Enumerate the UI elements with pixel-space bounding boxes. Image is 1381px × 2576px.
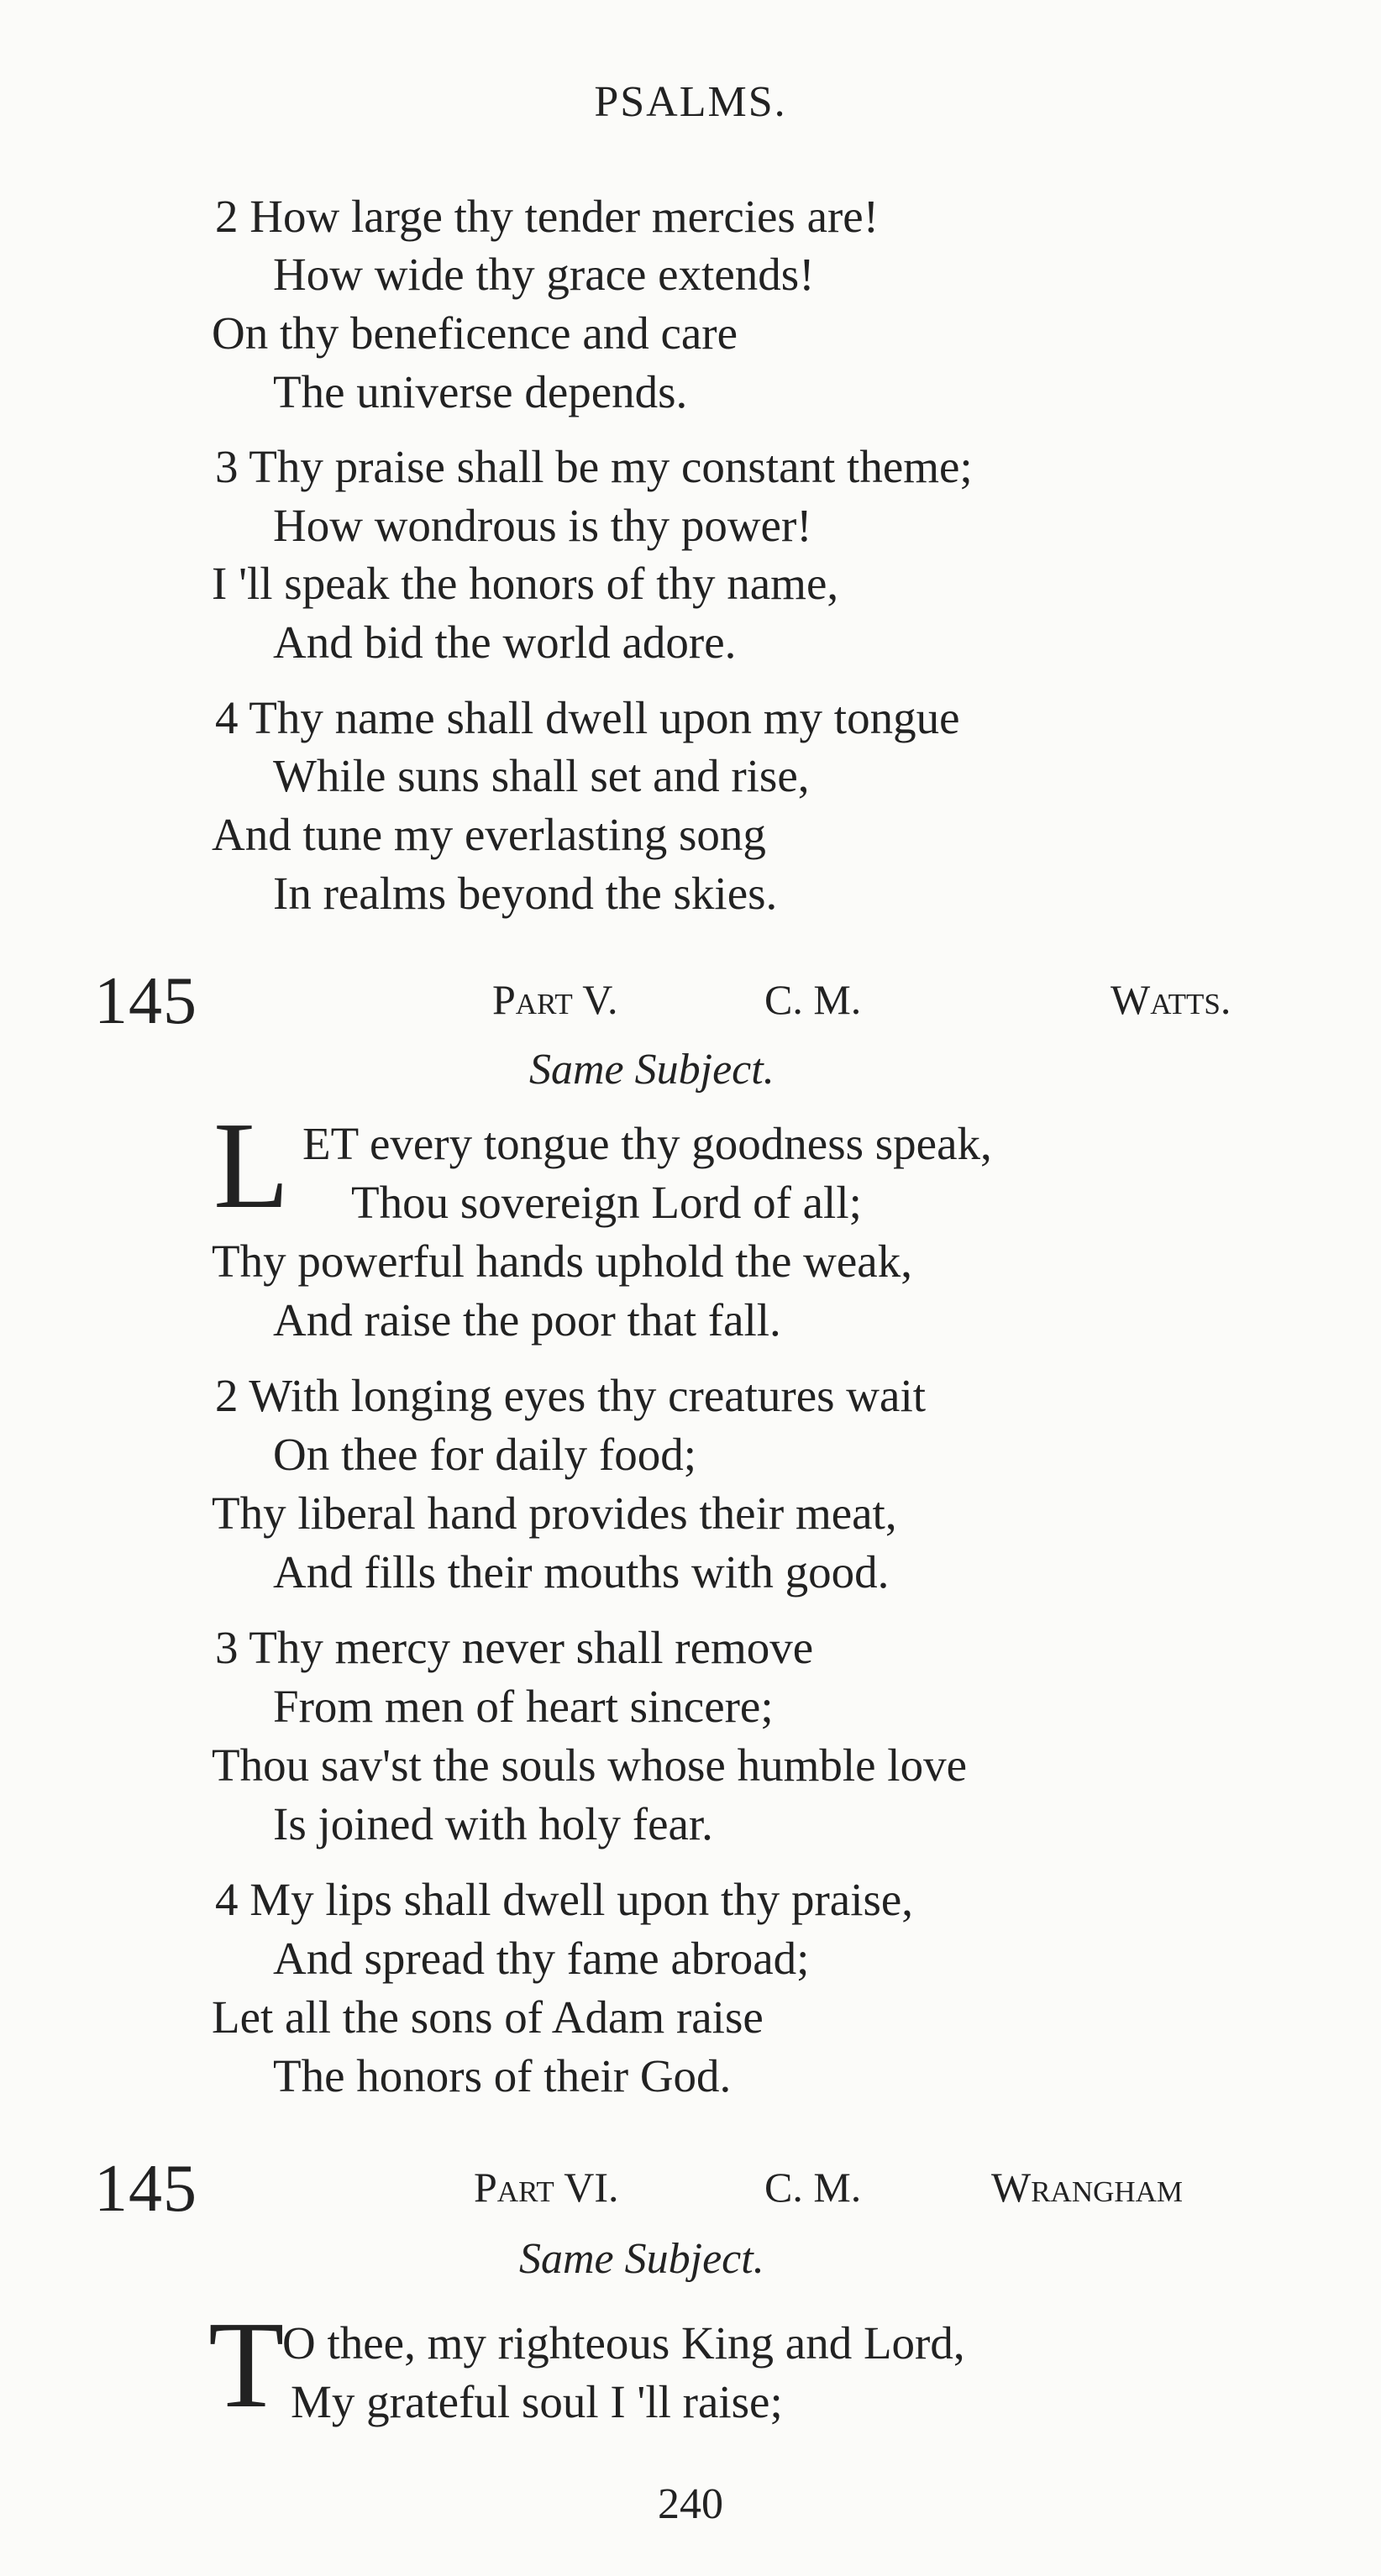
- verse-line: The honors of their God.: [273, 2050, 732, 2101]
- verse-line: 4 Thy name shall dwell upon my tongue: [215, 692, 960, 743]
- verse-line: From men of heart sincere;: [273, 1681, 774, 1732]
- verse-line: And fills their mouths with good.: [273, 1546, 890, 1598]
- verse-line: Thy liberal hand provides their meat,: [212, 1487, 897, 1539]
- verse-line: I 'll speak the honors of thy name,: [212, 558, 839, 609]
- verse-line: 2 With longing eyes thy creatures wait: [215, 1370, 927, 1421]
- verse-line: My grateful soul I 'll raise;: [291, 2376, 783, 2427]
- verse-line: Let all the sons of Adam raise: [212, 1991, 764, 2043]
- verse-line: While suns shall set and rise,: [273, 750, 810, 801]
- page-number: 240: [658, 2480, 723, 2528]
- verse-line: 3 Thy praise shall be my constant theme;: [215, 441, 973, 492]
- hymn-meter: C. M.: [764, 2164, 862, 2211]
- verse-line: On thee for daily food;: [273, 1429, 697, 1480]
- drop-cap: L: [213, 1097, 290, 1235]
- verse-line: Thou sovereign Lord of all;: [351, 1177, 862, 1228]
- hymn-subject: Same Subject.: [529, 1046, 775, 1094]
- verse-line: 4 My lips shall dwell upon thy praise,: [215, 1874, 914, 1925]
- verse-line: How wide thy grace extends!: [273, 249, 815, 300]
- verse-line: And raise the poor that fall.: [273, 1294, 781, 1346]
- verse-line: And tune my everlasting song: [212, 809, 766, 860]
- verse-line: And bid the world adore.: [273, 616, 737, 668]
- running-head: PSALMS.: [594, 78, 787, 126]
- hymn-author: Watts.: [1111, 976, 1231, 1023]
- verse-line: 3 Thy mercy never shall remove: [215, 1622, 814, 1673]
- hymn-number: 145: [94, 964, 197, 1038]
- hymn-part: Part VI.: [474, 2164, 619, 2211]
- verse-line: 2 How large thy tender mercies are!: [215, 191, 880, 242]
- hymn-author: Wrangham: [991, 2164, 1184, 2211]
- verse-line: On thy beneficence and care: [212, 307, 738, 359]
- verse-line: O thee, my righteous King and Lord,: [282, 2317, 965, 2369]
- drop-cap: T: [208, 2296, 285, 2434]
- hymn-meter: C. M.: [764, 976, 862, 1023]
- verse-line: ET every tongue thy goodness speak,: [302, 1118, 992, 1169]
- hymn-number: 145: [94, 2152, 197, 2226]
- verse-line: And spread thy fame abroad;: [273, 1933, 810, 1984]
- hymn-part: Part V.: [492, 976, 618, 1023]
- verse-line: How wondrous is thy power!: [273, 500, 812, 551]
- verse-line: Thou sav'st the souls whose humble love: [212, 1739, 967, 1791]
- hymn-subject: Same Subject.: [519, 2235, 764, 2283]
- verse-line: Thy powerful hands uphold the weak,: [212, 1236, 912, 1287]
- verse-line: The universe depends.: [273, 366, 688, 417]
- verse-line: Is joined with holy fear.: [273, 1798, 713, 1849]
- verse-line: In realms beyond the skies.: [273, 868, 778, 919]
